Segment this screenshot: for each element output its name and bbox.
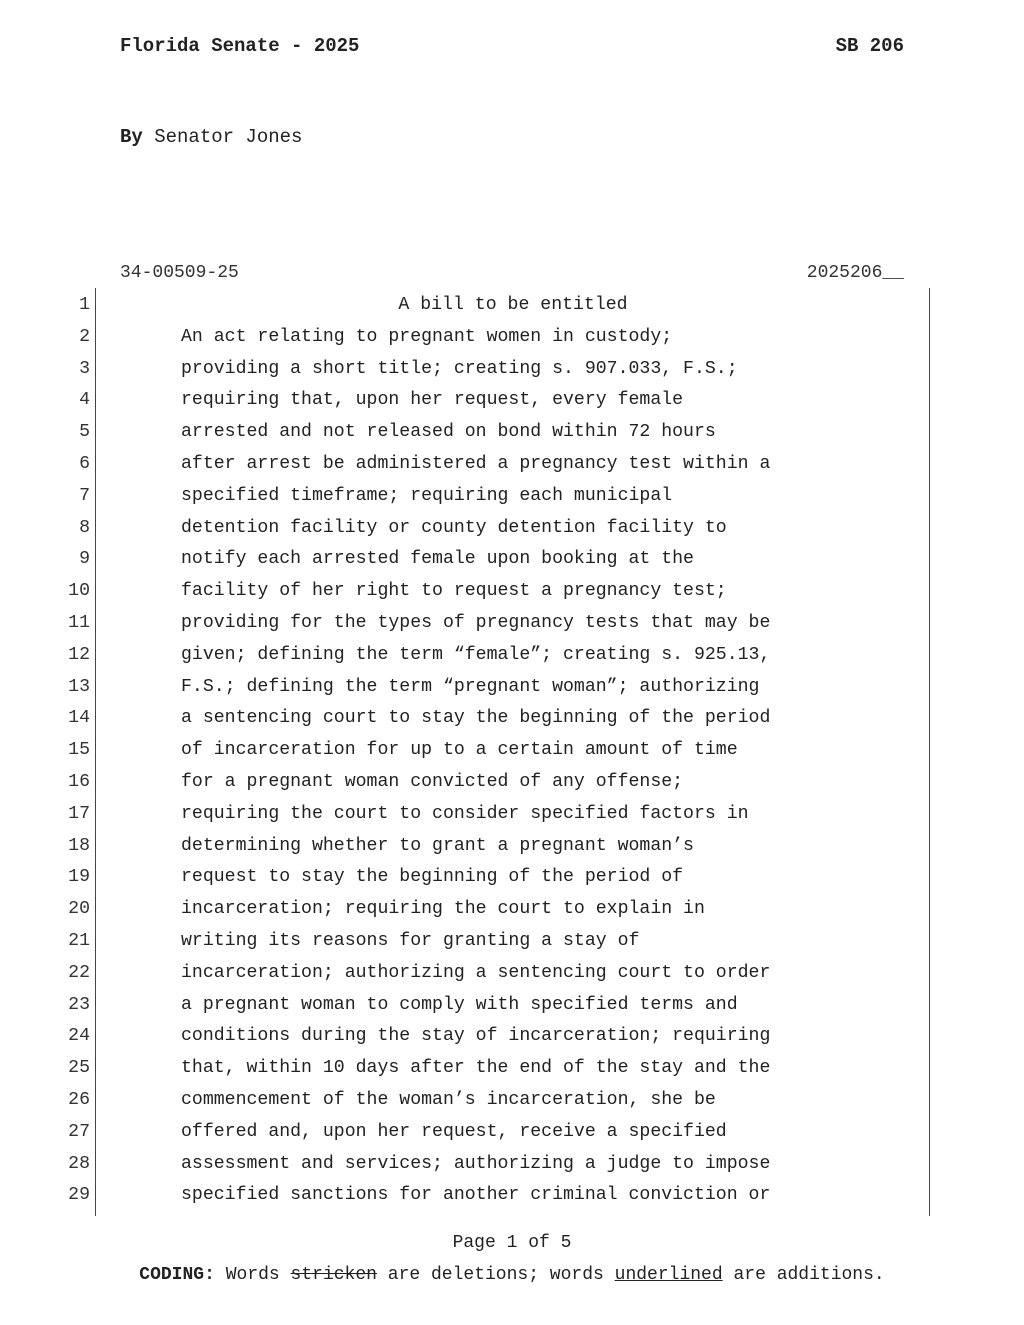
line-number: 24 (68, 1026, 90, 1047)
line-text: determining whether to grant a pregnant woman’s (181, 835, 694, 856)
line-text: F.S.; defining the term “pregnant woman”; authorizing (181, 676, 760, 697)
line-number: 4 (79, 390, 90, 411)
bill-line (0, 703, 1024, 735)
line-text: incarceration; authorizing a sentencing court to order (181, 962, 771, 983)
line-text: requiring that, upon her request, every female (181, 390, 684, 411)
line-text: conditions during the stay of incarceration; requiring (181, 1026, 771, 1047)
line-text: for a pregnant woman convicted of any offense; (181, 771, 684, 792)
line-text: specified sanctions for another criminal conviction or (181, 1185, 771, 1206)
bill-line (0, 417, 1024, 449)
line-number: 29 (68, 1185, 90, 1206)
bill-line (0, 1053, 1024, 1085)
sponsor-name: Senator Jones (154, 126, 303, 148)
line-number: 9 (79, 549, 90, 570)
line-number: 23 (68, 994, 90, 1015)
coding-legend (0, 1265, 1024, 1285)
coding-label: CODING: (139, 1265, 215, 1285)
line-text: detention facility or county detention facility to (181, 517, 727, 538)
line-text: assessment and services; authorizing a judge to impose (181, 1153, 771, 1174)
document-header-chamber: Florida Senate - 2025 (120, 35, 360, 57)
bill-line (0, 767, 1024, 799)
bill-line (0, 1085, 1024, 1117)
sponsor-by-label: By (120, 126, 143, 148)
bill-line (0, 322, 1024, 354)
line-text: writing its reasons for granting a stay of (181, 930, 640, 951)
page-indicator: Page 1 of 5 (452, 1233, 572, 1253)
document-header-bill-number: SB 206 (835, 35, 904, 57)
line-number: 16 (68, 771, 90, 792)
bill-line (0, 640, 1024, 672)
line-number: 17 (68, 803, 90, 824)
coding-text-3: are additions. (733, 1265, 885, 1285)
bill-line (0, 926, 1024, 958)
line-text: request to stay the beginning of the period of (181, 867, 684, 888)
line-number: 2 (79, 326, 90, 347)
line-number: 27 (68, 1121, 90, 1142)
bill-code: 2025206__ (806, 263, 904, 283)
line-number: 10 (68, 581, 90, 602)
line-number: 15 (68, 740, 90, 761)
bill-line (0, 290, 1024, 322)
line-text: a sentencing court to stay the beginning of the period (181, 708, 771, 729)
stricken-example: stricken (290, 1265, 377, 1285)
bill-line (0, 513, 1024, 545)
bill-line (0, 894, 1024, 926)
line-text: A bill to be entitled (398, 295, 628, 315)
bill-line (0, 799, 1024, 831)
bill-line (0, 862, 1024, 894)
line-number: 1 (79, 295, 90, 315)
bill-line (0, 735, 1024, 767)
line-number: 8 (79, 517, 90, 538)
line-text: after arrest be administered a pregnancy test within a (181, 453, 771, 474)
line-text: given; defining the term “female”; creating s. 925.13, (181, 644, 771, 665)
coding-text-1: Words (225, 1265, 280, 1285)
coding-text-2: are deletions; words (387, 1265, 604, 1285)
bill-line (0, 990, 1024, 1022)
bill-line (0, 672, 1024, 704)
line-text: providing a short title; creating s. 907.033, F.S.; (181, 358, 738, 379)
sponsor-line (120, 126, 302, 148)
line-number: 3 (79, 358, 90, 379)
line-number: 11 (68, 612, 90, 633)
line-text: offered and, upon her request, receive a specified (181, 1121, 727, 1142)
line-number: 7 (79, 485, 90, 506)
bill-line (0, 385, 1024, 417)
line-text: of incarceration for up to a certain amount of time (181, 740, 738, 761)
line-number: 18 (68, 835, 90, 856)
bill-line (0, 449, 1024, 481)
bill-line (0, 1117, 1024, 1149)
bill-line (0, 958, 1024, 990)
line-text: requiring the court to consider specified factors in (181, 803, 749, 824)
line-text: that, within 10 days after the end of the stay and the (181, 1058, 771, 1079)
bill-line (0, 354, 1024, 386)
line-text: arrested and not released on bond within 72 hours (181, 422, 716, 443)
line-number: 5 (79, 422, 90, 443)
line-number: 21 (68, 930, 90, 951)
line-text: An act relating to pregnant women in custody; (181, 326, 673, 347)
bill-line (0, 544, 1024, 576)
line-number: 12 (68, 644, 90, 665)
draft-code: 34-00509-25 (120, 263, 239, 283)
underlined-example: underlined (614, 1265, 723, 1285)
line-number: 28 (68, 1153, 90, 1174)
bill-text-lines (0, 290, 1024, 1212)
line-number: 14 (68, 708, 90, 729)
bill-line (0, 576, 1024, 608)
line-text: incarceration; requiring the court to explain in (181, 899, 705, 920)
line-text: facility of her right to request a pregnancy test; (181, 581, 727, 602)
bill-line (0, 608, 1024, 640)
line-number: 22 (68, 962, 90, 983)
line-number: 13 (68, 676, 90, 697)
line-number: 26 (68, 1089, 90, 1110)
line-text: a pregnant woman to comply with specified terms and (181, 994, 738, 1015)
line-text: providing for the types of pregnancy tests that may be (181, 612, 771, 633)
bill-line (0, 1021, 1024, 1053)
line-number: 25 (68, 1058, 90, 1079)
line-text: specified timeframe; requiring each municipal (181, 485, 673, 506)
line-number: 20 (68, 899, 90, 920)
bill-line (0, 831, 1024, 863)
line-text: notify each arrested female upon booking at the (181, 549, 694, 570)
bill-line (0, 1149, 1024, 1181)
line-number: 6 (79, 453, 90, 474)
bill-line (0, 481, 1024, 513)
line-number: 19 (68, 867, 90, 888)
bill-line (0, 1180, 1024, 1212)
line-text: commencement of the woman’s incarceration, she be (181, 1089, 716, 1110)
